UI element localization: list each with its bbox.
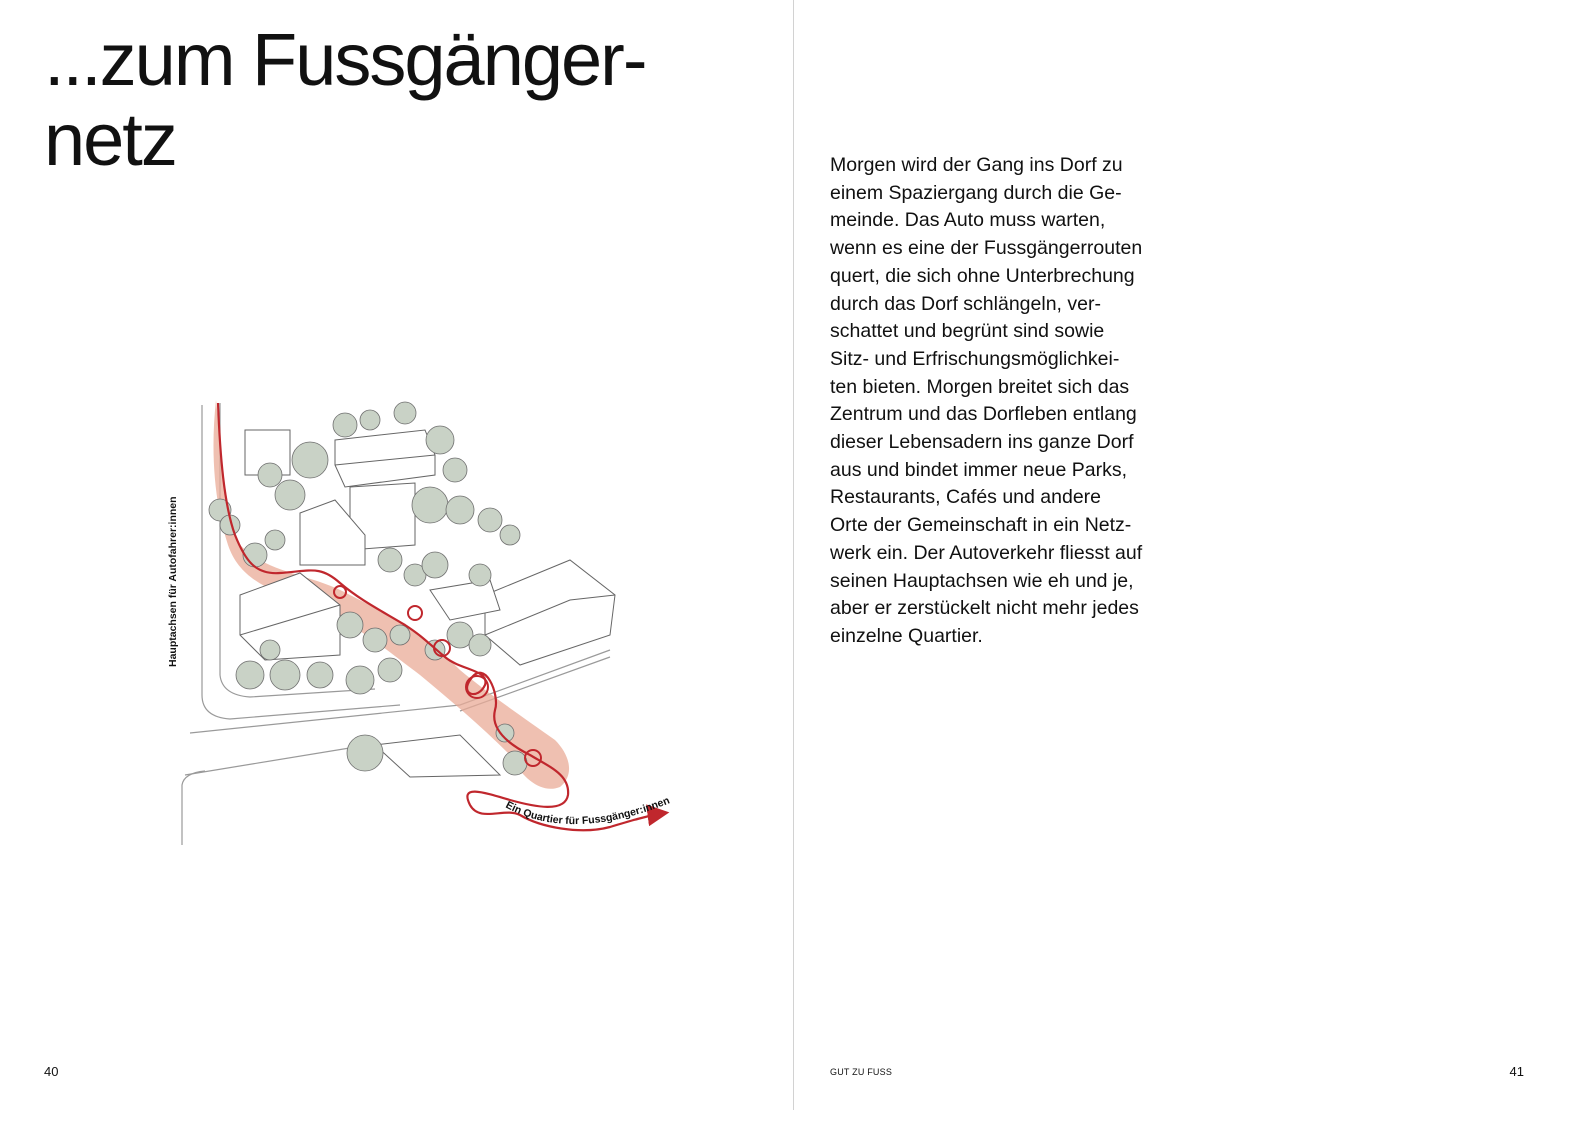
body-text: [830, 152, 1190, 651]
body-line: Restaurants, Cafés und andere: [830, 486, 1102, 509]
running-head: GUT ZU FUSS: [830, 1067, 893, 1077]
body-line: schattet und begrünt sind sowie: [830, 320, 1105, 343]
left-page: [0, 0, 793, 1123]
body-line: ten bieten. Morgen breitet sich das: [830, 375, 1130, 398]
body-line: einem Spaziergang durch die Ge-: [830, 181, 1122, 204]
page-number-right: 41: [1509, 1064, 1524, 1079]
right-page: [794, 0, 1587, 1123]
body-line: Morgen wird der Gang ins Dorf zu: [830, 154, 1123, 176]
pedestrian-quarter-label-path: Ein Quartier für Fussgänger:innen: [503, 794, 672, 828]
body-line: aber er zerstückelt nicht mehr jedes: [830, 597, 1139, 620]
body-line: durch das Dorf schlängeln, ver-: [830, 292, 1101, 315]
body-line: Orte der Gemeinschaft in ein Netz-: [830, 514, 1132, 537]
page-title: [44, 20, 645, 180]
body-line: meinde. Das Auto muss warten,: [830, 209, 1106, 232]
body-line: seinen Hauptachsen wie eh und je,: [830, 569, 1134, 592]
body-line: dieser Lebensadern ins ganze Dorf: [830, 431, 1134, 454]
title-line-1: ...zum Fussgänger-: [44, 18, 646, 101]
car-axes-label: Hauptachsen für Autofahrer:innen: [167, 496, 179, 667]
body-line: Zentrum und das Dorfleben entlang: [830, 403, 1137, 426]
title-line-2: netz: [44, 98, 176, 181]
body-line: aus und bindet immer neue Parks,: [830, 458, 1127, 481]
page-number-left: 40: [44, 1064, 59, 1079]
pedestrian-quarter-label: [504, 794, 672, 827]
body-line: einzelne Quartier.: [830, 624, 983, 647]
pedestrian-network-illustration: [160, 395, 680, 855]
body-line: werk ein. Der Autoverkehr fliesst auf: [830, 541, 1143, 564]
body-line: quert, die sich ohne Unterbrechung: [830, 264, 1135, 287]
body-line: Sitz- und Erfrischungsmöglichkei-: [830, 347, 1120, 370]
body-line: wenn es eine der Fussgängerrouten: [830, 237, 1143, 260]
